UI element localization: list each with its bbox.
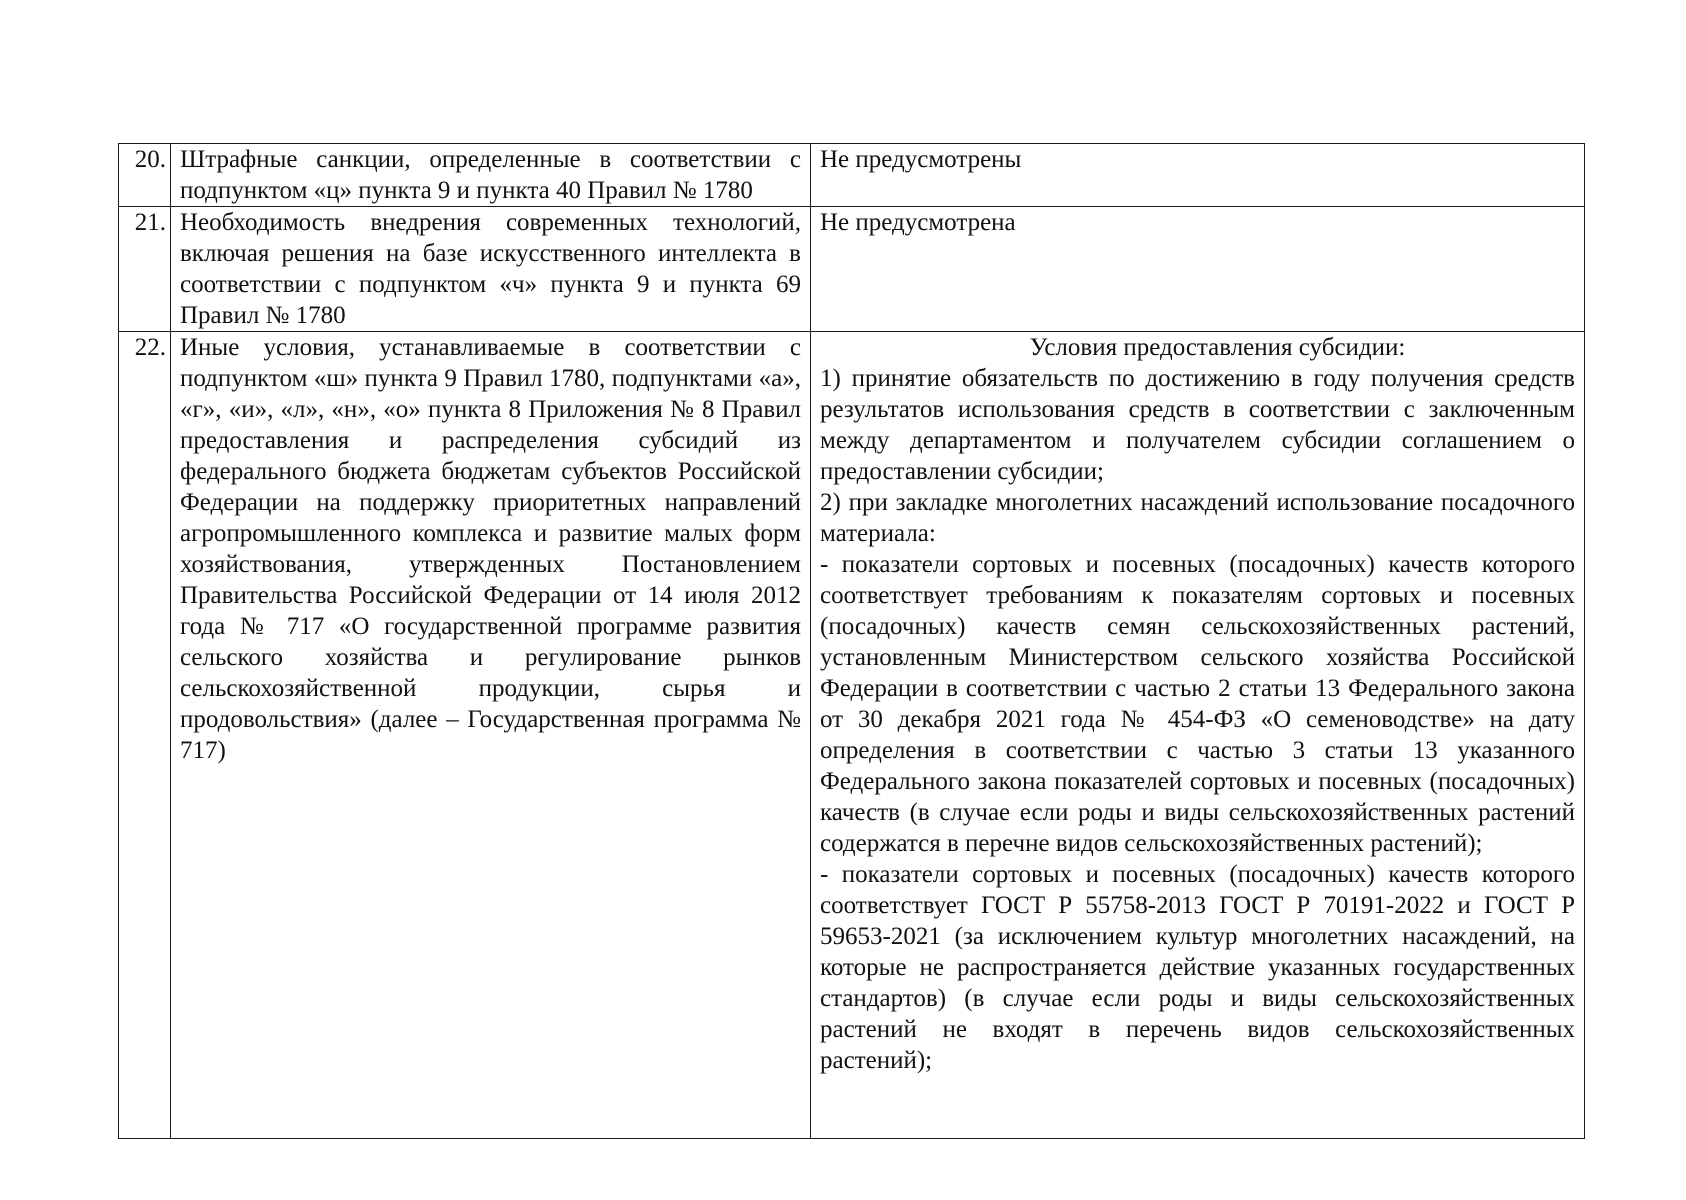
- value-paragraph: 2) при закладке многолетних насаждений использование посадочного материала:: [820, 489, 1575, 547]
- row-description: Иные условия, устанавливаемые в соответствии с подпунктом «ш» пункта 9 Правил 1780, подпунктами «а», «г», «и», «л», «н», «о» пункта 8 Приложения № 8 Правил предоставления и распределения субсидий из федерального бюджета бюджетам субъектов Российской Федерации на поддержку приоритетных направлений агропромышленного комплекса и развитие малых форм хозяйствования, утвержденных Постановлением Правительства Российской Федерации от 14 июля 2012 года № 717 «О государственной программе развития сельского хозяйства и регулирование рынков сельскохозяйственной продукции, сырья и продовольствия» (далее – Государственная программа № 717): [171, 332, 811, 1139]
- row-value: Не предусмотрены: [811, 144, 1585, 207]
- table-row: [119, 144, 1585, 207]
- row-number: 21.: [119, 207, 171, 332]
- row-number: 20.: [119, 144, 171, 207]
- row-value: Не предусмотрена: [811, 207, 1585, 332]
- conditions-table: [118, 143, 1585, 1139]
- row-number: 22.: [119, 332, 171, 1139]
- table-row: [119, 332, 1585, 1139]
- table-row: [119, 207, 1585, 332]
- value-title: Условия предоставления субсидии:: [1029, 334, 1406, 361]
- row-description: Штрафные санкции, определенные в соответствии с подпунктом «ц» пункта 9 и пункта 40 Правил № 1780: [171, 144, 811, 207]
- value-paragraph: 1) принятие обязательств по достижению в году получения средств результатов использования средств в соответствии с заключенным между департаментом и получателем субсидии соглашением о предоставлении субсидии;: [820, 365, 1575, 485]
- value-paragraph: - показатели сортовых и посевных (посадочных) качеств которого соответствует ГОСТ Р 55758-2013 ГОСТ Р 70191-2022 и ГОСТ Р 59653-2021 (за исключением культур многолетних насаждений, на которые не распространяется действие указанных государственных стандартов) (в случае если роды и виды сельскохозяйственных растений не входят в перечень видов сельскохозяйственных растений);: [820, 861, 1575, 1074]
- value-paragraph: - показатели сортовых и посевных (посадочных) качеств которого соответствует требованиям к показателям сортовых и посевных (посадочных) качеств семян сельскохозяйственных растений, установленным Министерством сельского хозяйства Российской Федерации в соответствии с частью 2 статьи 13 Федерального закона от 30 декабря 2021 года № 454-ФЗ «О семеноводстве» на дату определения в соответствии с частью 3 статьи 13 указанного Федерального закона показателей сортовых и посевных (посадочных) качеств (в случае если роды и виды сельскохозяйственных растений содержатся в перечне видов сельскохозяйственных растений);: [820, 551, 1575, 857]
- row-value: [811, 332, 1585, 1139]
- row-description: Необходимость внедрения современных технологий, включая решения на базе искусственного интеллекта в соответствии с подпунктом «ч» пункта 9 и пункта 69 Правил № 1780: [171, 207, 811, 332]
